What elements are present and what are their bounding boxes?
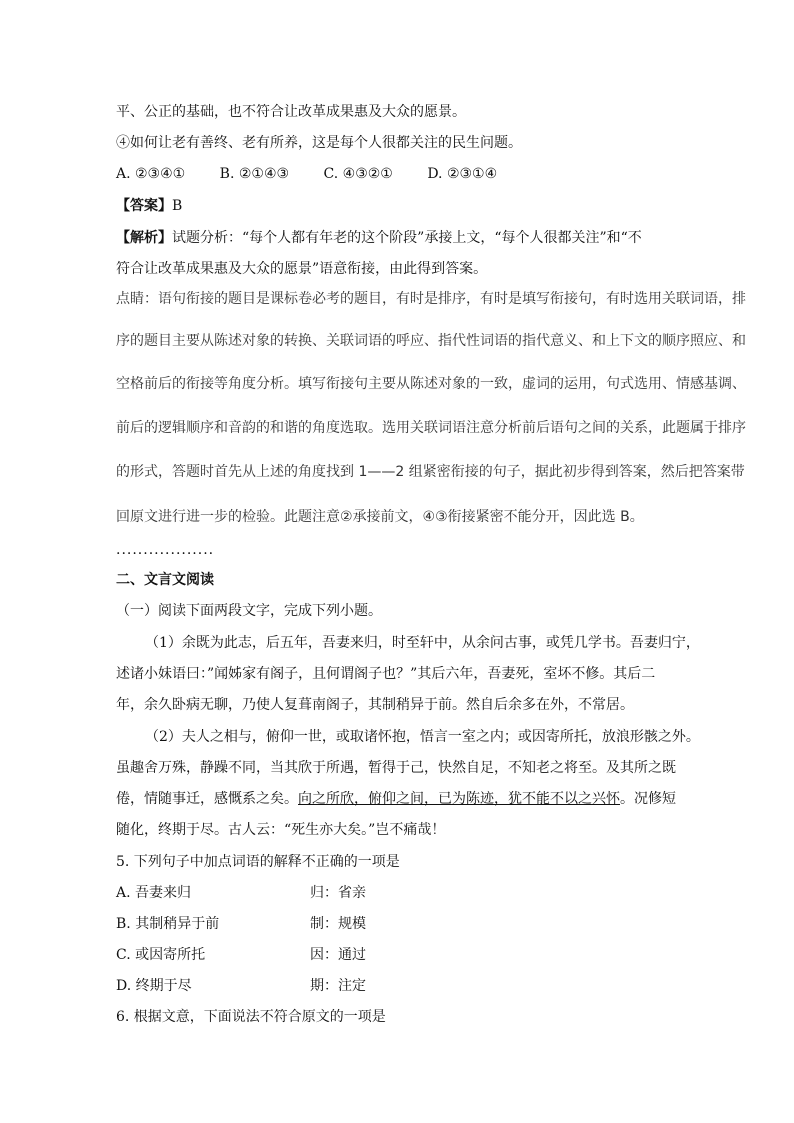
passage1-line: 述诸小妹语曰：”闻姊家有阁子，且何谓阁子也？”其后六年，吾妻死，室坏不修。其后二 bbox=[116, 666, 656, 682]
answer-tag: 【答案】 bbox=[116, 198, 172, 214]
q5-option-right: 期：注定 bbox=[310, 978, 366, 994]
dianjing-line: 序的题目主要从陈述对象的转换、关联词语的呼应、指代性词语的指代意义、和上下文的顺序照应、和 bbox=[116, 333, 746, 349]
passage2-line: （2）夫人之相与，俯仰一世，或取诸怀抱，悟言一室之内；或因寄所托，放浪形骸之外。 bbox=[145, 729, 700, 745]
q5-option-right: 归：省亲 bbox=[310, 885, 366, 901]
passage2-line bbox=[116, 789, 676, 809]
dianjing-line: 空格前后的衔接等角度分析。填写衔接句主要从陈述对象的一致，虚词的运用，句式选用、情感基调、 bbox=[116, 376, 746, 392]
q5-option-c bbox=[116, 945, 205, 965]
passage2-text: 倦，情随事迁，感慨系之矣。 bbox=[116, 791, 298, 807]
analysis-line bbox=[116, 228, 642, 248]
section-title: 二、文言文阅读 bbox=[116, 572, 214, 588]
dianjing-line: 前后的逻辑顺序和音韵的和谐的角度选取。选用关联词语注意分析前后语句之间的关系，此题属于排序 bbox=[116, 420, 746, 436]
underlined-sentence: 向之所欣，俯仰之间，已为陈迹，犹不能不以之兴怀 bbox=[298, 791, 620, 807]
text-line: ④如何让老有善终、老有所养，这是每个人很都关注的民生问题。 bbox=[116, 135, 522, 151]
passage1-line: （1）余既为此志，后五年，吾妻来归，时至轩中，从余问古事，或凭几学书。吾妻归宁， bbox=[145, 635, 700, 651]
question-5-stem: 5. 下列句子中加点词语的解释不正确的一项是 bbox=[116, 854, 400, 870]
q5-option-right: 制：规模 bbox=[310, 916, 366, 932]
passage2-line: 随化，终期于尽。古人云：“死生亦大矣。”岂不痛哉！ bbox=[116, 822, 446, 838]
option-d: D. ②③①④ bbox=[427, 166, 498, 182]
text-line: 平、公正的基础，也不符合让改革成果惠及大众的愿景。 bbox=[116, 104, 466, 120]
analysis-tag: 【解析】 bbox=[116, 230, 172, 246]
q5-option-right: 因：通过 bbox=[310, 947, 366, 963]
dots-divider: .................. bbox=[116, 542, 215, 558]
section-instruction: （一）阅读下面两段文字，完成下列小题。 bbox=[116, 603, 382, 619]
passage2-text: 。况修短 bbox=[620, 791, 676, 807]
dianjing-line: 的形式，答题时首先从上述的角度找到 1——2 组紧密衔接的句子，据此初步得到答案，然后把答案带 bbox=[116, 464, 745, 480]
q5-option-a bbox=[116, 883, 191, 903]
q5-option-d bbox=[116, 976, 192, 996]
question-6-stem: 6. 根据文意，下面说法不符合原文的一项是 bbox=[116, 1009, 386, 1025]
q5-option-b bbox=[116, 914, 219, 934]
answer-line bbox=[116, 196, 182, 216]
option-c: C. ④③②① bbox=[323, 166, 393, 182]
q5-option-left: C. 或因寄所托 bbox=[116, 947, 206, 963]
q5-option-left: A. 吾妻来归 bbox=[116, 885, 192, 901]
option-a: A. ②③④① bbox=[116, 166, 186, 182]
answer-value: B bbox=[172, 198, 183, 214]
dianjing-line: 回原文进行进一步的检验。此题注意②承接前文，④③衔接紧密不能分开，因此选 B。 bbox=[116, 509, 644, 525]
analysis-line-2: 符合让改革成果惠及大众的愿景”语意衔接，由此得到答案。 bbox=[116, 261, 488, 277]
dianjing-line: 点睛：语句衔接的题目是课标卷必考的题目，有时是排序，有时是填写衔接句，有时选用关联词语，排 bbox=[116, 291, 746, 307]
passage1-line: 年，余久卧病无聊，乃使人复葺南阁子，其制稍异于前。然自后余多在外，不常居。 bbox=[116, 697, 634, 713]
q5-option-left: B. 其制稍异于前 bbox=[116, 916, 220, 932]
q5-option-left: D. 终期于尽 bbox=[116, 978, 192, 994]
analysis-text: 试题分析：“每个人都有年老的这个阶段”承接上文，“每个人很都关注”和“不 bbox=[172, 230, 642, 246]
option-b: B. ②①④③ bbox=[219, 166, 290, 182]
question-options bbox=[116, 164, 527, 184]
passage2-line: 虽趣舍万殊，静躁不同，当其欣于所遇，暂得于己，快然自足，不知老之将至。及其所之既 bbox=[116, 760, 676, 776]
